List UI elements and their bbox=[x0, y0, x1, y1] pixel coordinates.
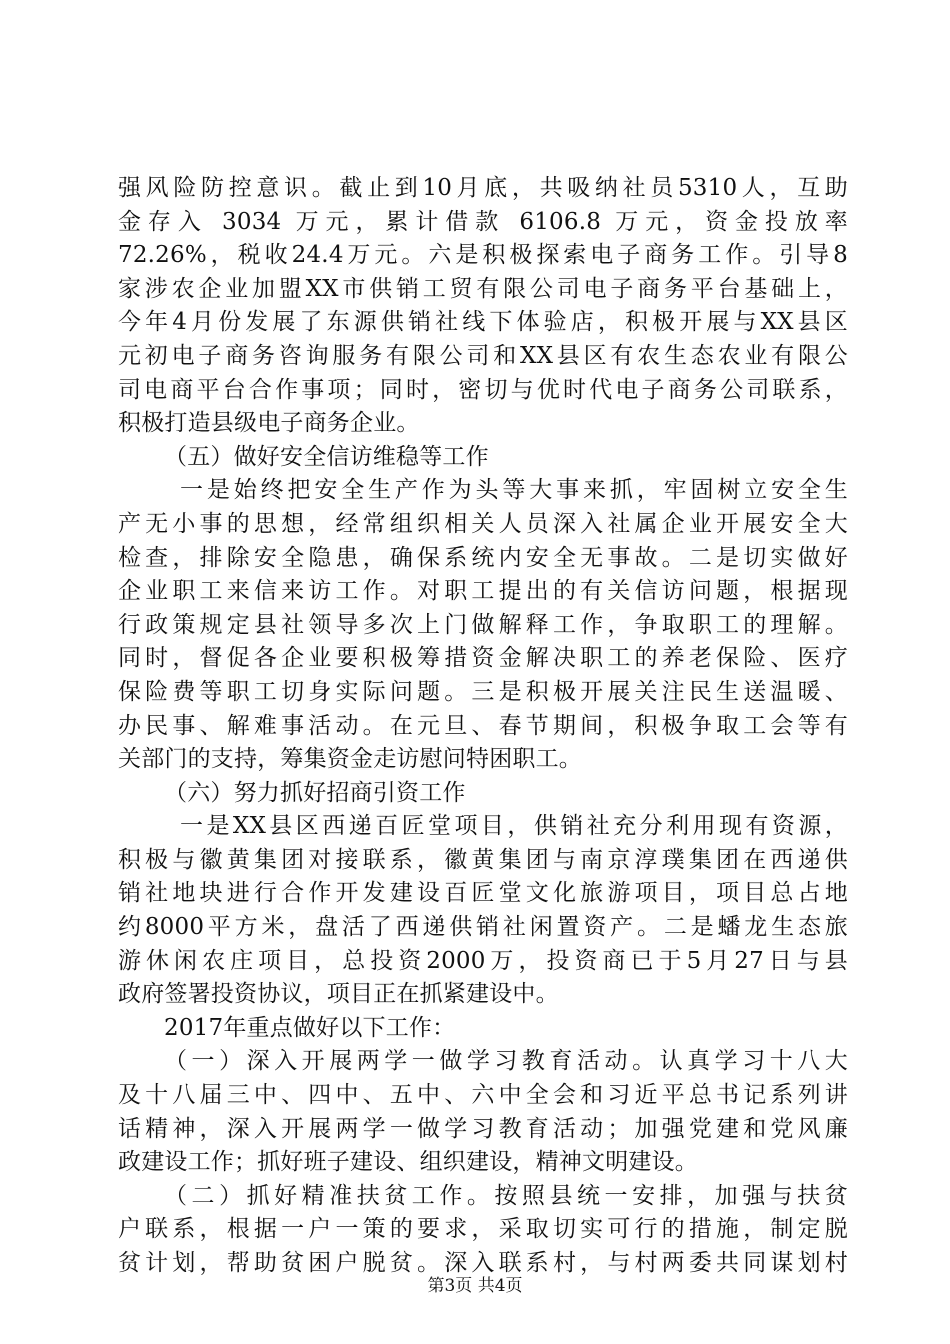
text-line: 保险费等职工切身实际问题。三是积极开展关注民生送温暖、 bbox=[118, 678, 848, 705]
text-line: （六）努力抓好招商引资工作 bbox=[164, 779, 466, 806]
text-line: 及十八届三中、四中、五中、六中全会和习近平总书记系列讲 bbox=[118, 1082, 848, 1109]
text-line: 户联系，根据一户一策的要求，采取切实可行的措施，制定脱 bbox=[118, 1216, 848, 1243]
text-line: 销社地块进行合作开发建设百匠堂文化旅游项目，项目总占地 bbox=[118, 880, 848, 907]
text-line: 产无小事的思想，经常组织相关人员深入社属企业开展安全大 bbox=[118, 510, 848, 537]
text-line: 积极与徽黄集团对接联系，徽黄集团与南京淳璞集团在西递供 bbox=[118, 846, 848, 873]
text-line: 检查，排除安全隐患，确保系统内安全无事故。二是切实做好 bbox=[118, 544, 848, 571]
text-line: 司电商平台合作事项；同时，密切与优时代电子商务公司联系， bbox=[118, 376, 848, 403]
text-line: 话精神，深入开展两学一做学习教育活动；加强党建和党风廉 bbox=[118, 1115, 848, 1142]
text-line: （二）抓好精准扶贫工作。按照县统一安排，加强与扶贫 bbox=[164, 1182, 848, 1209]
text-line: 元初电子商务咨询服务有限公司和XX县区有农生态农业有限公 bbox=[118, 342, 848, 369]
text-line: 一是XX县区西递百匠堂项目，供销社充分利用现有资源， bbox=[180, 813, 848, 840]
text-line: 政府签署投资协议，项目正在抓紧建设中。 bbox=[118, 981, 559, 1008]
text-line: 积极打造县级电子商务企业。 bbox=[118, 410, 420, 437]
text-line: 72.26%，税收24.4万元。六是积极探索电子商务工作。引导8 bbox=[118, 242, 848, 269]
text-line: 贫计划，帮助贫困户脱贫。深入联系村，与村两委共同谋划村 bbox=[118, 1250, 848, 1276]
text-line: 行政策规定县社领导多次上门做解释工作，争取职工的理解。 bbox=[118, 611, 848, 638]
text-line: 家涉农企业加盟XX市供销工贸有限公司电子商务平台基础上， bbox=[118, 275, 848, 302]
text-line: 办民事、解难事活动。在元旦、春节期间，积极争取工会等有 bbox=[118, 712, 848, 739]
text-line: 政建设工作；抓好班子建设、组织建设，精神文明建设。 bbox=[118, 1149, 698, 1176]
text-line: 游休闲农庄项目，总投资2000万，投资商已于5月27日与县 bbox=[118, 947, 848, 974]
page-footer: 第3页 共4页 bbox=[427, 1276, 523, 1296]
text-line: 金存入 3034 万元，累计借款 6106.8 万元，资金投放率 bbox=[118, 208, 848, 235]
text-line: 今年4月份发展了东源供销社线下体验店，积极开展与XX县区 bbox=[118, 309, 848, 336]
text-line: 一是始终把安全生产作为头等大事来抓，牢固树立安全生 bbox=[180, 477, 848, 504]
text-line: 同时，督促各企业要积极筹措资金解决职工的养老保险、医疗 bbox=[118, 645, 848, 672]
text-line: 企业职工来信来访工作。对职工提出的有关信访问题，根据现 bbox=[118, 578, 848, 605]
text-line: 2017年重点做好以下工作： bbox=[164, 1014, 456, 1041]
text-line: （一）深入开展两学一做学习教育活动。认真学习十八大 bbox=[164, 1048, 848, 1075]
text-line: 强风险防控意识。截止到10月底，共吸纳社员5310人，互助 bbox=[118, 175, 848, 201]
text-line: （五）做好安全信访维稳等工作 bbox=[164, 443, 489, 470]
text-line: 约8000平方米，盘活了西递供销社闲置资产。二是蟠龙生态旅 bbox=[118, 914, 848, 941]
text-line: 关部门的支持，筹集资金走访慰问特困职工。 bbox=[118, 746, 582, 773]
document-body bbox=[118, 172, 848, 1281]
